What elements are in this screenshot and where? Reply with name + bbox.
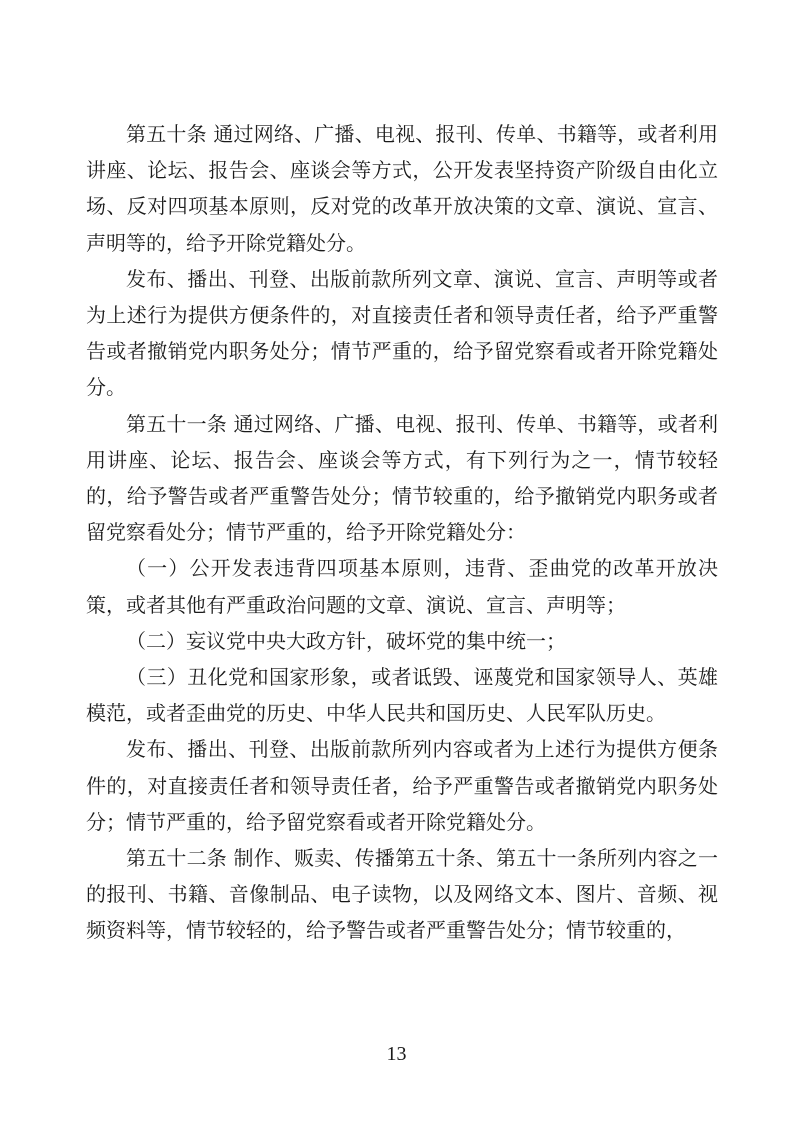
article-50-clause-2-paragraph: 发布、播出、刊登、出版前款所列文章、演说、宣言、声明等或者为上述行为提供方便条件的，对直接责任者和领导责任者，给予严重警告或者撤销党内职务处分；情节严重的，给予留党察看或者开除党籍处分。 bbox=[86, 266, 718, 400]
document-body bbox=[86, 116, 718, 949]
article-51-item-1: （一）公开发表违背四项基本原则，违背、歪曲党的改革开放决策，或者其他有严重政治问题的文章、演说、宣言、声明等； bbox=[86, 556, 718, 617]
page-number: 13 bbox=[386, 1043, 407, 1065]
article-51-paragraph: 第五十一条 通过网络、广播、电视、报刊、传单、书籍等，或者利用讲座、论坛、报告会、座谈会等方式，有下列行为之一，情节较轻的，给予警告或者严重警告处分；情节较重的，给予撤销党内职务或者留党察看处分；情节严重的，给予开除党籍处分： bbox=[86, 411, 718, 545]
article-50-paragraph: 第五十条 通过网络、广播、电视、报刊、传单、书籍等，或者利用讲座、论坛、报告会、座谈会等方式，公开发表坚持资产阶级自由化立场、反对四项基本原则，反对党的改革开放决策的文章、演说、宣言、声明等的，给予开除党籍处分。 bbox=[86, 122, 718, 255]
article-51-clause-2-paragraph: 发布、播出、刊登、出版前款所列内容或者为上述行为提供方便条件的，对直接责任者和领导责任者，给予严重警告或者撤销党内职务处分；情节严重的，给予留党察看或者开除党籍处分。 bbox=[86, 737, 718, 834]
article-52-paragraph: 第五十二条 制作、贩卖、传播第五十条、第五十一条所列内容之一的报刊、书籍、音像制品、电子读物，以及网络文本、图片、音频、视频资料等，情节较轻的，给予警告或者严重警告处分；情节较重的， bbox=[86, 846, 718, 943]
article-51-item-3: （三）丑化党和国家形象，或者诋毁、诬蔑党和国家领导人、英雄模范，或者歪曲党的历史、中华人民共和国历史、人民军队历史。 bbox=[86, 665, 718, 726]
article-51-item-2: （二）妄议党中央大政方针，破坏党的集中统一； bbox=[126, 628, 566, 653]
